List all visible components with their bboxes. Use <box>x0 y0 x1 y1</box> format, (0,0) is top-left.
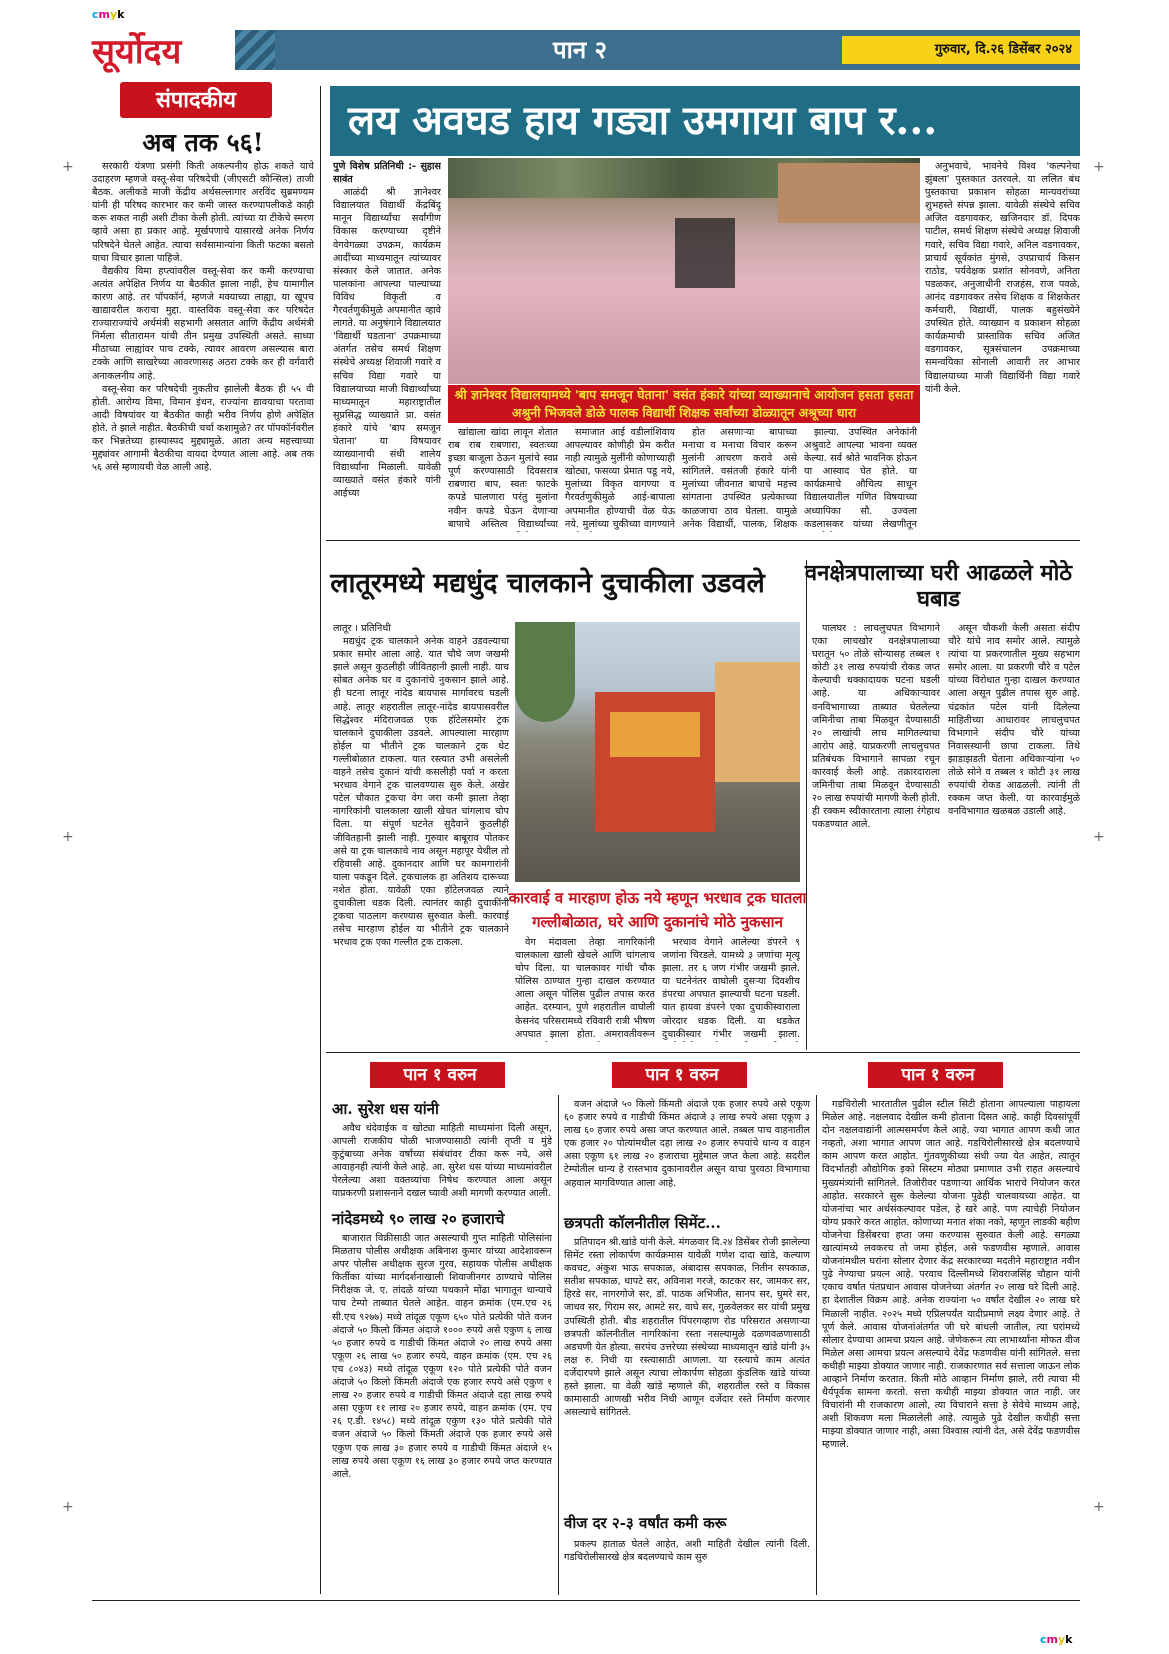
registration-cross-icon: + <box>62 159 74 175</box>
page-bottom-rule <box>92 1600 1080 1601</box>
dhas-heading: आ. सुरेश धस यांनी <box>332 1100 439 1118</box>
lead-text: झाल्या. उपस्थित अनेकांनी अश्रुवाटे आपल्या भावना व्यक्त केल्या. सर्व श्रोते भावनिक होऊन या आस्वाद घेत होते. या कार्यक्रमाचे औचित्य साधून विद्यालयातील गणित विषयाच्या अध्यापिका सौ. उज्वला कडलासकर यांच्या लेखणीतून <box>804 427 917 530</box>
cement-heading: छत्रपती कॉलनीतील सिमेंट... <box>564 1214 721 1232</box>
section-rule <box>326 540 1080 541</box>
truck-photo <box>515 622 800 882</box>
electricity-heading: वीज दर २-३ वर्षांत कमी करू <box>564 1514 727 1532</box>
registration-cross-icon: + <box>1093 159 1105 175</box>
electricity-text <box>564 1538 810 1594</box>
lead-headline: लय अवघड हाय गड्या उमगाया बाप र... <box>330 86 1080 156</box>
section-label: संपादकीय <box>120 82 272 118</box>
nanded-heading: नांदेडमध्ये ९० लाख २० हजाराचे <box>332 1210 505 1228</box>
forest-text: पालघर : लाचलुचपत विभागाने एका लाचखोर वनक्षेत्रपालाच्या घरातून ५० तोळे सोन्यासह तब्बल १ कोटी ३१ लाख रुपयांची रोकड जप्त केल्याची धक्कादायक घटना घडली आहे. या अधिकाऱ्यावर वनविभागाच्या ताब्यात घेतलेल्या जमिनीचा ताबा मिळवून देण्यासाठी २० लाखांची लाच मागितल्याचा आरोप आहे. याप्रकरणी लाचलुचपत प्रतिबंधक विभागाने सापळा रचून कारवाई केली आहे. तक्रारदाराला जमिनीचा ताबा मिळवून देण्यासाठी २० लाख रुपयांची मागणी केली होती. ही रक्कम स्वीकारताना त्याला रंगेहाथ पकडण्यात आले. <box>812 623 940 831</box>
nanded-paragraph: बाजारात विक्रीसाठी जात असल्याची गुप्त माहिती पोलिसांना मिळताच पोलीस अधीक्षक अबिनाश कुमार यांच्या आदेशावरून अपर पोलीस अधीक्षक सुरज गुरव, सहायक पोलीस अधीक्षक किर्तीका यांच्या मार्गदर्शनाखाली शिवाजीनगर ठाण्याचे पोलिस निरीक्षक जे. ए. तांदळे यांच्या पथकाने मोंढा भागातून धान्याचे पाच टेम्पो ताब्यात घेतले आहेत. वाहन क्रमांक (एम.एच २६ सी.एच ९२७७) मध्ये तांदूळ एकूण ६५० पोते प्रत्येकी पोते वजन अंदाजे ५० किलो किंमत अंदाजे १००० रुपये असे एकुण ६ लाख ५० हजार रुपये व गाडीची किंमत अंदाजे २० लाख रुपये असा एकूण २६ लाख ५० हजार रुपये, वाहन क्रमांक (एम. एच २६ एच ८०४३) मध्ये तांदूळ एकूण १२० पोते प्रत्येकी पोते वजन अंदाजे ५० किलो किंमती अंदाजे एक हजार रुपये असे एकुण १ लाख २० हजार रुपये व गाडीची किंमत अंदाजे दहा लाख रुपये असा एकुण ११ लाख २० हजार रुपये, वाहन क्रमांक (एम. एच २६ ए.डी. १४५८) मध्ये तांदूळ एकुण १३० पोते प्रत्येकी पोते वजन अंदाजे ५० किलो किंमती अंदाजे एक हजार रुपये असे एकुण एक लाख ३० हजार रुपये व गाडीची किंमत अंदाजे १५ लाख रुपये असा एकूण १६ लाख ३० हजार रुपये जप्त करण्यात आले. <box>332 1233 552 1480</box>
nanded-text <box>332 1232 552 1594</box>
masthead-logo: सूर्योदय <box>92 32 182 72</box>
column-rule <box>806 560 807 1050</box>
latur-text: मद्यधुंद ट्रक चालकाने अनेक वाहने उडवल्याचा प्रकार समोर आला आहे. यात चौघे जण जखमी झाले असून कुठलीही जीवितहानी झाली नाही. याच सोबत अनेक घर व दुकानांचे नुकसान झाले आहे. ही घटना लातूर नांदेड बायपास मार्गावरच घडली आहे. लातूर शहरातील लातूर-नांदेड बायपासवरील सिद्धेश्वर मंदिराजवळ एक हॉटेलसमोर ट्रक चालकाने दुचाकीला उडवले. आपल्याला मारहाण होईल या भीतीने ट्रक चालकाने ट्रक थेट गल्लीबोळात टाकला. यात रस्त्यात उभी असलेली वाहने तसेच दुकानं यांची कसलीही पर्वा न करता भरधाव वेगाने ट्रक चालवण्यास सुरु केले. अखेर पटेल चौकात ट्रकचा वेग जरा कमी झाला तेव्हा नागरिकांनी चालकाला खाली खेचत चांगलाच चोप दिला. या संपूर्ण घटनेत सुदैवाने कुठलीही जीवितहानी झाली नाही. गुरुवार बाबूराव पोतकर असे या ट्रक चालकाचे नाव असून महापूर येथील तो रहिवासी आहे. दुकानदार आणि घर कामगारांनी याला पकडून दिले. ट्रकचालक हा अतिशय दारूच्या नशेत होता. यावेळी एका हॉटेलजवळ त्याने दुचाकीला धडक दिली. त्यानंतर काही दुचाकींनी ट्रकचा पाठलाग करण्यास सुरुवात केली. कारवाई तसेच मारहाण होईल या भीतीने ट्रक चालकाने भरधाव ट्रक एका गल्लीत ट्रक टाकला. <box>333 636 509 949</box>
lead-col-3 <box>565 426 675 532</box>
forest-col-1 <box>812 622 940 1042</box>
lead-col-6 <box>925 160 1080 532</box>
latur-text: भरधाव वेगाने आलेल्या डंपरने ९ जणांना चिरडले. यामध्ये ३ जणांचा मृत्यू झाला. तर ६ जण गंभीर जखमी झाले. या घटनेनंतर वाघोली दुसऱ्या दिवशीच डंपरचा अपघात झाल्याची घटना घडली. यात हायवा डंपरने एका दुचाकीस्वाराला जोरदार धडक दिली. या धडकेत दुचाकीस्वार गंभीर जखमी झाला. <box>662 937 800 1040</box>
header-stripe <box>235 30 275 70</box>
latur-headline: लातूरमध्ये मद्यधुंद चालकाने दुचाकीला उडवले <box>330 568 765 599</box>
column-rule <box>320 86 321 1594</box>
latur-photo-caption: कारवाई व मारहाण होऊ नये म्हणून भरधाव ट्रक घातला गल्लीबोळात, घरे आणि दुकानांचे मोठे नुकसान <box>508 889 807 931</box>
lead-text: खांद्याला खांदा लावून शेतात राब राब राबणारा, स्वतःच्या इच्छा बाजूला ठेऊन मुलांचे स्वप्न पूर्ण करण्यासाठी दिवसरात्र राबणारा बाप, स्वतः फाटके कपडे घालणारा परंतु मुलांना नवीन कपडे घेऊन देणाऱ्या बापाचे अस्तित्व विद्यार्थ्यांच्या <box>448 427 558 530</box>
section-rule <box>326 1052 1080 1053</box>
lead-col-4 <box>682 426 797 532</box>
lead-text: समाजात आई वडीलांशिवाय आपल्यावर कोणीही प्रेम करीत नाही त्यामुळे मुलींनी कोणाच्याही खोट्या, फसव्या प्रेमात पडू नये, मुलांच्या विकृत वागण्या व गैरवर्तणुकीमुळे आई-बापाला अपमानीत होण्याची वेळ येऊ नये. मुलांच्या चुकीच्या वागण्याने <box>565 427 675 530</box>
latur-text: वेग मंदावला तेव्हा नागरिकांनी चालकाला खाली खेचले आणि चांगलाच चोप दिला. या चालकावर गांधी चौक पोलिस ठाण्यात गुन्हा दाखल करण्यात आला असून पोलिस पुढील तपास करत आहेत. दरम्यान, पुणे शहरातील वाघोली केसनंद परिसरामध्ये रविवारी रात्री भीषण अपघात झाला होता. अमरावतीवरून <box>515 937 655 1040</box>
column-rule <box>558 1095 559 1595</box>
registration-cross-icon: + <box>62 829 74 845</box>
lead-col-2 <box>448 426 558 532</box>
school-event-photo <box>448 158 920 384</box>
lead-text: आळंदी श्री ज्ञानेश्वर विद्यालयात विद्यार्थी केंद्रबिंदू मानून विद्यार्थ्यांचा सर्वांगीण विकास करण्याच्या दृष्टीने वेगवेगळ्या उपक्रम, कार्यक्रम आदींच्या माध्यमातून त्यांच्यावर संस्कार केले जातात. अनेक पालकांना आपल्या पाल्याच्या विविध विकृती व गैरवर्तणुकीमुळे अपमानीत व्हावे लागते. या अनुषंगाने विद्यालयात 'विद्यार्थी घडताना' उपक्रमाच्या अंतर्गत तसेच समर्थ शिक्षण संस्थेचे अध्यक्ष शिवाजी गवारे व सचिव विद्या गवारे या विद्यालयाच्या माजी विद्यार्थ्यांच्या माध्यमातून महाराष्ट्रातील सुप्रसिद्ध व्याख्याते प्रा. वसंत हंकारे यांचे 'बाप समजून घेताना' या विषयावर व्याख्यानाची संधी शालेय विद्यार्थ्यांना मिळाली. यावेळी व्याख्याते वसंत हंकारे यांनी आईच्या <box>333 187 441 500</box>
editorial-title: अब तक ५६! <box>142 128 264 157</box>
registration-cross-icon: + <box>1093 1499 1105 1515</box>
print-mark-bottom: cmyk <box>1040 1633 1073 1646</box>
electricity-paragraph: प्रकल्प हाताळ घेतले आहेत, अशी माहिती देखील त्यांनी दिली. गडचिरोलीसारखे क्षेत्र बदलण्याचे काम सुरु <box>564 1539 810 1564</box>
forest-col-2 <box>948 622 1080 1042</box>
column-rule <box>816 1095 817 1595</box>
dhas-text <box>332 1122 552 1206</box>
continued-label: पान १ वरुन <box>612 1062 752 1088</box>
cement-paragraph: वजन अंदाजे ५० किलो किंमती अंदाजे एक हजार रुपये असे एकूण ६० हजार रुपये व गाडीची किंमत अंदाजे ३ लाख रुपये असा एकूण ३ लाख ६० हजार रुपये असा जप्त करण्यात आले. तब्बल पाच वाहनातील एक हजार २० पोत्यांमधील दहा लाख २० हजार रुपयांचे धान्य व वाहन असा एकूण ६१ लाख २० हजाराचा मुद्देमाल जप्त केला आहे. सदरील टेम्पोतील धान्य हे रास्तभाव दुकानावरील असून याचा पुरवठा विभागाचा अहवाल मागविण्यात आला आहे. <box>564 1099 810 1189</box>
gadchiroli-paragraph: गडचिरोली भारतातील पुढील स्टील सिटी होताना आपल्याला पाहायला मिळेल आहे. नक्षलवाद देखील कमी होताना दिसत आहे. काही दिवसांपूर्वी दोन नक्षलवाद्यांनी आत्मसमर्पण केले आहे. ज्या भागात आपण कधी जात नव्हतो, अशा भागात आपण जात आहे. गडचिरोलीसारखे क्षेत्र बदलण्याचे काम आपण करत आहोत. गुंतवणुकीच्या संधी ज्या येत आहेत, त्यातून विदर्भातही औद्योगिक इको सिस्टम मोठ्या प्रमाणात उभी राहत असल्याचे मुख्यमंत्र्यांनी सांगितले. तिजोरीवर पडणाऱ्या आर्थिक भाराचे नियोजन करत आहोत. सरकारने सुरू केलेल्या योजना पुढेही चालवायच्या आहेत. या योजनांचा भार अर्थसंकल्पावर पडेल, हे खरे आहे. पण त्याचेही नियोजन योग्य प्रकारे करत आहोत. कोणाच्या मनात शंका नको, म्हणून लाडकी बहीण योजनेचा डिसेंबरचा हप्ता जमा करण्यास सुरुवात केली आहे. सगळ्या खात्यांमध्ये लवकरच तो जमा होईल, असे फडणवीस म्हणाले. आवास योजनांमधील घरांना सोलार देणार केंद्र सरकारच्या मदतीने महाराष्ट्रात नवीन पुढे नेण्याचा प्रयत्न आहे. परवाच दिल्लीमध्ये शिवराजसिंह चौहान यांनी एकाच वर्षात पंतप्रधान आवास योजनेच्या अंतर्गत २० लाख घरे दिली आहे. हा देशातील विक्रम आहे. अनेक राज्यांना ५० वर्षांत देखील २० लाख घरे मिळाली नाहीत. २०२५ मध्ये एप्रिलपर्यंत यादीप्रमाणे लक्ष्य देणार आहे. ते पूर्ण केले. आवास योजनांअंतर्गत जी घरे बांधली जातील, त्या घरांमध्ये सोलार देण्याचा आमचा प्रयत्न आहे. जेणेकरून त्या लाभार्थ्यांना मोफत वीज मिळेल असा आमचा प्रयत्न असल्याचे देवेंद्र फडणवीस यांनी सांगितले. सत्ता कधीही माझ्या डोक्यात जाणार नाही. राजकारणात सर्व सत्ताला जाऊन लोक आव्हाने निर्माण करतात. किती मोठे आव्हान निर्माण झाले, तरी त्याचा मी धैर्यपूर्वक सामना करतो. सत्ता कधीही माझ्या डोक्यात जात नाही. जर विचारांनी मी राजकारण आलो, त्या विचाराने सत्ता हे सेवेचे माध्यम आहे, अशी शिकवण मला मिळालेली आहे. त्यामुळे पुढे देखील कधीही सत्ता माझ्या डोक्यात जाणार नाही, असा विश्वास त्यांनी देत, असे देवेंद्र फडणवीस म्हणाले. <box>822 1099 1080 1451</box>
latur-col-3 <box>662 936 800 1042</box>
lead-photo-caption: श्री ज्ञानेश्वर विद्यालयामध्ये 'बाप समजून घेताना' वसंत हंकारे यांच्या व्याख्यानाचे आयोजन हसता हसता अश्रुनी भिजवले डोळे पालक विद्यार्थी शिक्षक सर्वांच्या डोळ्यातून अश्रूच्या धारा <box>448 385 920 423</box>
cement-paragraph: प्रतिपादन श्री.खांडे यांनी केले. मंगळवार दि.२४ डिसेंबर रोजी झालेल्या सिमेंट रस्ता लोकार्पण कार्यक्रमास यावेळी गणेश दादा खांडे, कल्याण कवचट, अंकुश भाऊ सपकाळ, अंबादास सपकाळ, नितीन सपकाळ, सतीश सपकाळ, धापटे सर, अविनाश गरजे, काटकर सर, जामकर सर, हिरडे सर, नागरगोजे सर, डॉ. पाठक अभिजीत, सानप सर, घुमरे सर, जाधव सर, गिराम सर, आमटे सर, वाघे सर, गुळवेलकर सर यांची प्रमुख उपस्थिती होती. बीड शहरातील पिंपरगव्हाण रोड परिसरात असणाऱ्या छत्रपती कॉलनीतील नागरिकांना रस्ता नसल्यामुळे दळणवळणासाठी अडचणी येत होत्या. सरपंच उत्तरेच्या संस्थेच्या माध्यमातून खांडे यांनी ३५ लक्ष रु. निधी या रस्त्यासाठी आणला. या रस्त्याचे काम अत्यंत दर्जेदारपणे झाले असून त्याचा लोकार्पण सोहळा कुंडलिक खांडे यांच्या हस्ते झाला. या वेळी खांडे म्हणाले की, शहरातील रस्ते व विकास कामासाठी आणखी भरीव निधी आणून दर्जेदार रस्ते निर्माण करणार असल्याचे सांगितले. <box>564 1237 810 1419</box>
editorial-paragraph: वस्तू-सेवा कर परिषदेची नुकतीच झालेली बैठक ही ५५ वी होती. आरोग्य विमा, विमान इंधन, राज्यांना द्यावयाचा परतावा आदी विषयांवर या बैठकीत काही भरीव निर्णय होणे अपेक्षित होते. ते झाले नाहीत. बैठकीची चर्चा कशामुळे? तर पॉपकॉर्नवरील कर भिन्नतेच्या हास्यास्पद मुद्द्यामुळे. आता अन्य महत्त्वाच्या मुद्द्यांवर आगामी बैठकीचा वायदा देण्यात आला आहे. अब तक ५६ असे म्हणायची वेळ आली आहे. <box>92 383 314 474</box>
lead-text: अनुभवाचे, भावनेचे विश्व 'कल्पनेचा झुंबला' पुस्तकात उतरवले. या ललित बंध पुस्तकाचा प्रकाशन सोहळा मान्यवरांच्या शुभहस्ते संपन्न झाला. यावेळी संस्थेचे सचिव अजित वडगावकर, खजिनदार डॉ. दिपक पाटील, समर्थ शिक्षण संस्थेचे अध्यक्ष शिवाजी गवारे, सचिव विद्या गवारे, अनिल वडगावकर, प्राचार्य सूर्यकांत मुंगसे, उपप्राचार्य किसन राठोड, पर्यवेक्षक प्रशांत सोनवणे, अनिता पडळकर, अनुजाधीनी राजहंस, राज पवळे, आनंद वडगावकर तसेच शिक्षक व शिक्षकेतर कर्मचारी, विद्यार्थी, पालक बहुसंख्येने उपस्थित होते. व्याख्यान व प्रकाशन सोहळा कार्यक्रमाची प्रास्ताविक सचिव अजित वडगावकर, सूत्रसंचालन उपक्रमाच्या समन्वयिका सोनाली आवारी तर आभार विद्यालयाच्या माजी विद्यार्थिनी विद्या गवारे यांनी केले. <box>925 161 1080 395</box>
cement-text-1 <box>564 1098 810 1210</box>
latur-byline: लातूर । प्रतिनिधी <box>333 623 391 634</box>
lead-byline: पुणे विशेष प्रतिनिधी :- सुहास सावंत <box>333 161 441 186</box>
lead-col-5 <box>804 426 917 532</box>
lead-text: होत असणाऱ्या बापाच्या मनाचा व मनाचा विचार करून मुलांनी आचरण करावे असे सांगितले. वसंतजी हंकारे यांनी मुलांच्या जीवनात बापाचे महत्त्व सांगताना उपस्थित प्रत्येकाच्या काळजाचा ठाव घेतला. यामुळे अनेक विद्यार्थी, पालक, शिक्षक <box>682 427 797 530</box>
print-mark-top: cmyk <box>92 8 125 21</box>
continued-label: पान १ वरुन <box>370 1062 510 1088</box>
latur-col-2 <box>515 936 655 1042</box>
issue-date: गुरुवार, दि.२६ डिसेंबर २०२४ <box>842 36 1080 64</box>
dhas-paragraph: अवैध धंदेवाईक व खोट्या माहिती माध्यमांना दिली असून, आपली राजकीय पोळी भाजण्यासाठी त्यांनी तृप्ती व मुंडे कुटुंबाच्या अनेक वर्षांच्या संबंधांवर टीका करू नये, असे आवाहनही त्यांनी केले आहे. आ. सुरेश धस यांच्या माध्यमांवरील पेरलेल्या अशा वक्तव्यांचा निषेध करण्यात आला असून याप्रकरणी प्रशासनाने दखल घ्यावी अशी मागणी करण्यात आली. <box>332 1123 552 1200</box>
editorial-body <box>92 160 314 1592</box>
page-label: पान २ <box>552 35 607 64</box>
gadchiroli-text <box>822 1098 1080 1594</box>
cement-text-2 <box>564 1236 810 1506</box>
lead-col-1 <box>333 160 441 532</box>
continued-label: पान १ वरुन <box>868 1062 1008 1088</box>
forest-headline: वनक्षेत्रपालाच्या घरी आढळले मोठे घबाड <box>804 560 1073 612</box>
latur-col-1 <box>333 622 509 1042</box>
editorial-paragraph: वैद्यकीय विमा हप्त्यांवरील वस्तू-सेवा कर कमी करण्याचा अत्यंत अपेक्षित निर्णय या बैठकीत झाला नाही, हेच यामागील कारण आहे. तर पॉपकॉर्न, म्हणजे मक्याच्या लाह्या, या खूपच खाद्यावरील कराचा मुद्दा. वास्तविक वस्तू-सेवा कर परिषदेत राज्याराज्यांचे अर्थमंत्री सहभागी असतात आणि केंद्रीय अर्थमंत्री निर्मला सीतारामन यांची तीन प्रमुख उपस्थिती असते. साध्या मीठाच्या लाह्यांवर पाच टक्के, त्यावर आवरण असल्यास बारा टक्के आणि साखरेच्या आवरणासह अठरा टक्के कर ही वर्गवारी अनाकलनीय आहे. <box>92 265 314 382</box>
registration-cross-icon: + <box>62 1499 74 1515</box>
editorial-paragraph: सरकारी यंत्रणा प्रसंगी किती अकल्पनीय होऊ शकते याचे उदाहरण म्हणजे वस्तू-सेवा परिषदेची (जीएसटी कौन्सिल) ताजी बैठक. अलीकडे माजी केंद्रीय अर्थसल्लागार अरविंद सुब्रमण्यम यांनी ही परिषद कारभार कर कमी जास्त करण्यापलीकडे काही करू शकत नाही अशी टीका केली होती. त्यांच्या या टीकेचे स्मरण व्हावे असा हा प्रकार आहे. मूर्खपणाचे यासारखे अनेक निर्णय परिषदेने घेतले आहेत. त्याचा सर्वसामान्यांना किती फटका बसतो याचा विचार झाला पाहिजे. <box>92 161 314 264</box>
registration-cross-icon: + <box>1093 829 1105 845</box>
forest-text: असून चौकशी केली असता संदीप चौरे यांचे नाव समोर आले. त्यामुळे त्यांचा या प्रकरणातील मुख्य सहभाग समोर आला. या प्रकरणी चौरे व पटेल यांच्या विरोधात गुन्हा दाखल करण्यात आला असून पुढील तपास सुरु आहे. चंद्रकांत पटेल यांनी दिलेल्या माहितीच्या आधारावर लाचलुचपत विभागाने संदीप चौरे यांच्या निवासस्थानी छापा टाकला. तिथे झाडाझडती घेताना अधिकाऱ्यांना ५० तोळे सोने व तब्बल १ कोटी ३१ लाख रुपयांची रोकड आढळली. त्यांनी ती रक्कम जप्त केली. या कारवाईमुळे वनविभागात खळबळ उडाली आहे. <box>948 623 1080 818</box>
